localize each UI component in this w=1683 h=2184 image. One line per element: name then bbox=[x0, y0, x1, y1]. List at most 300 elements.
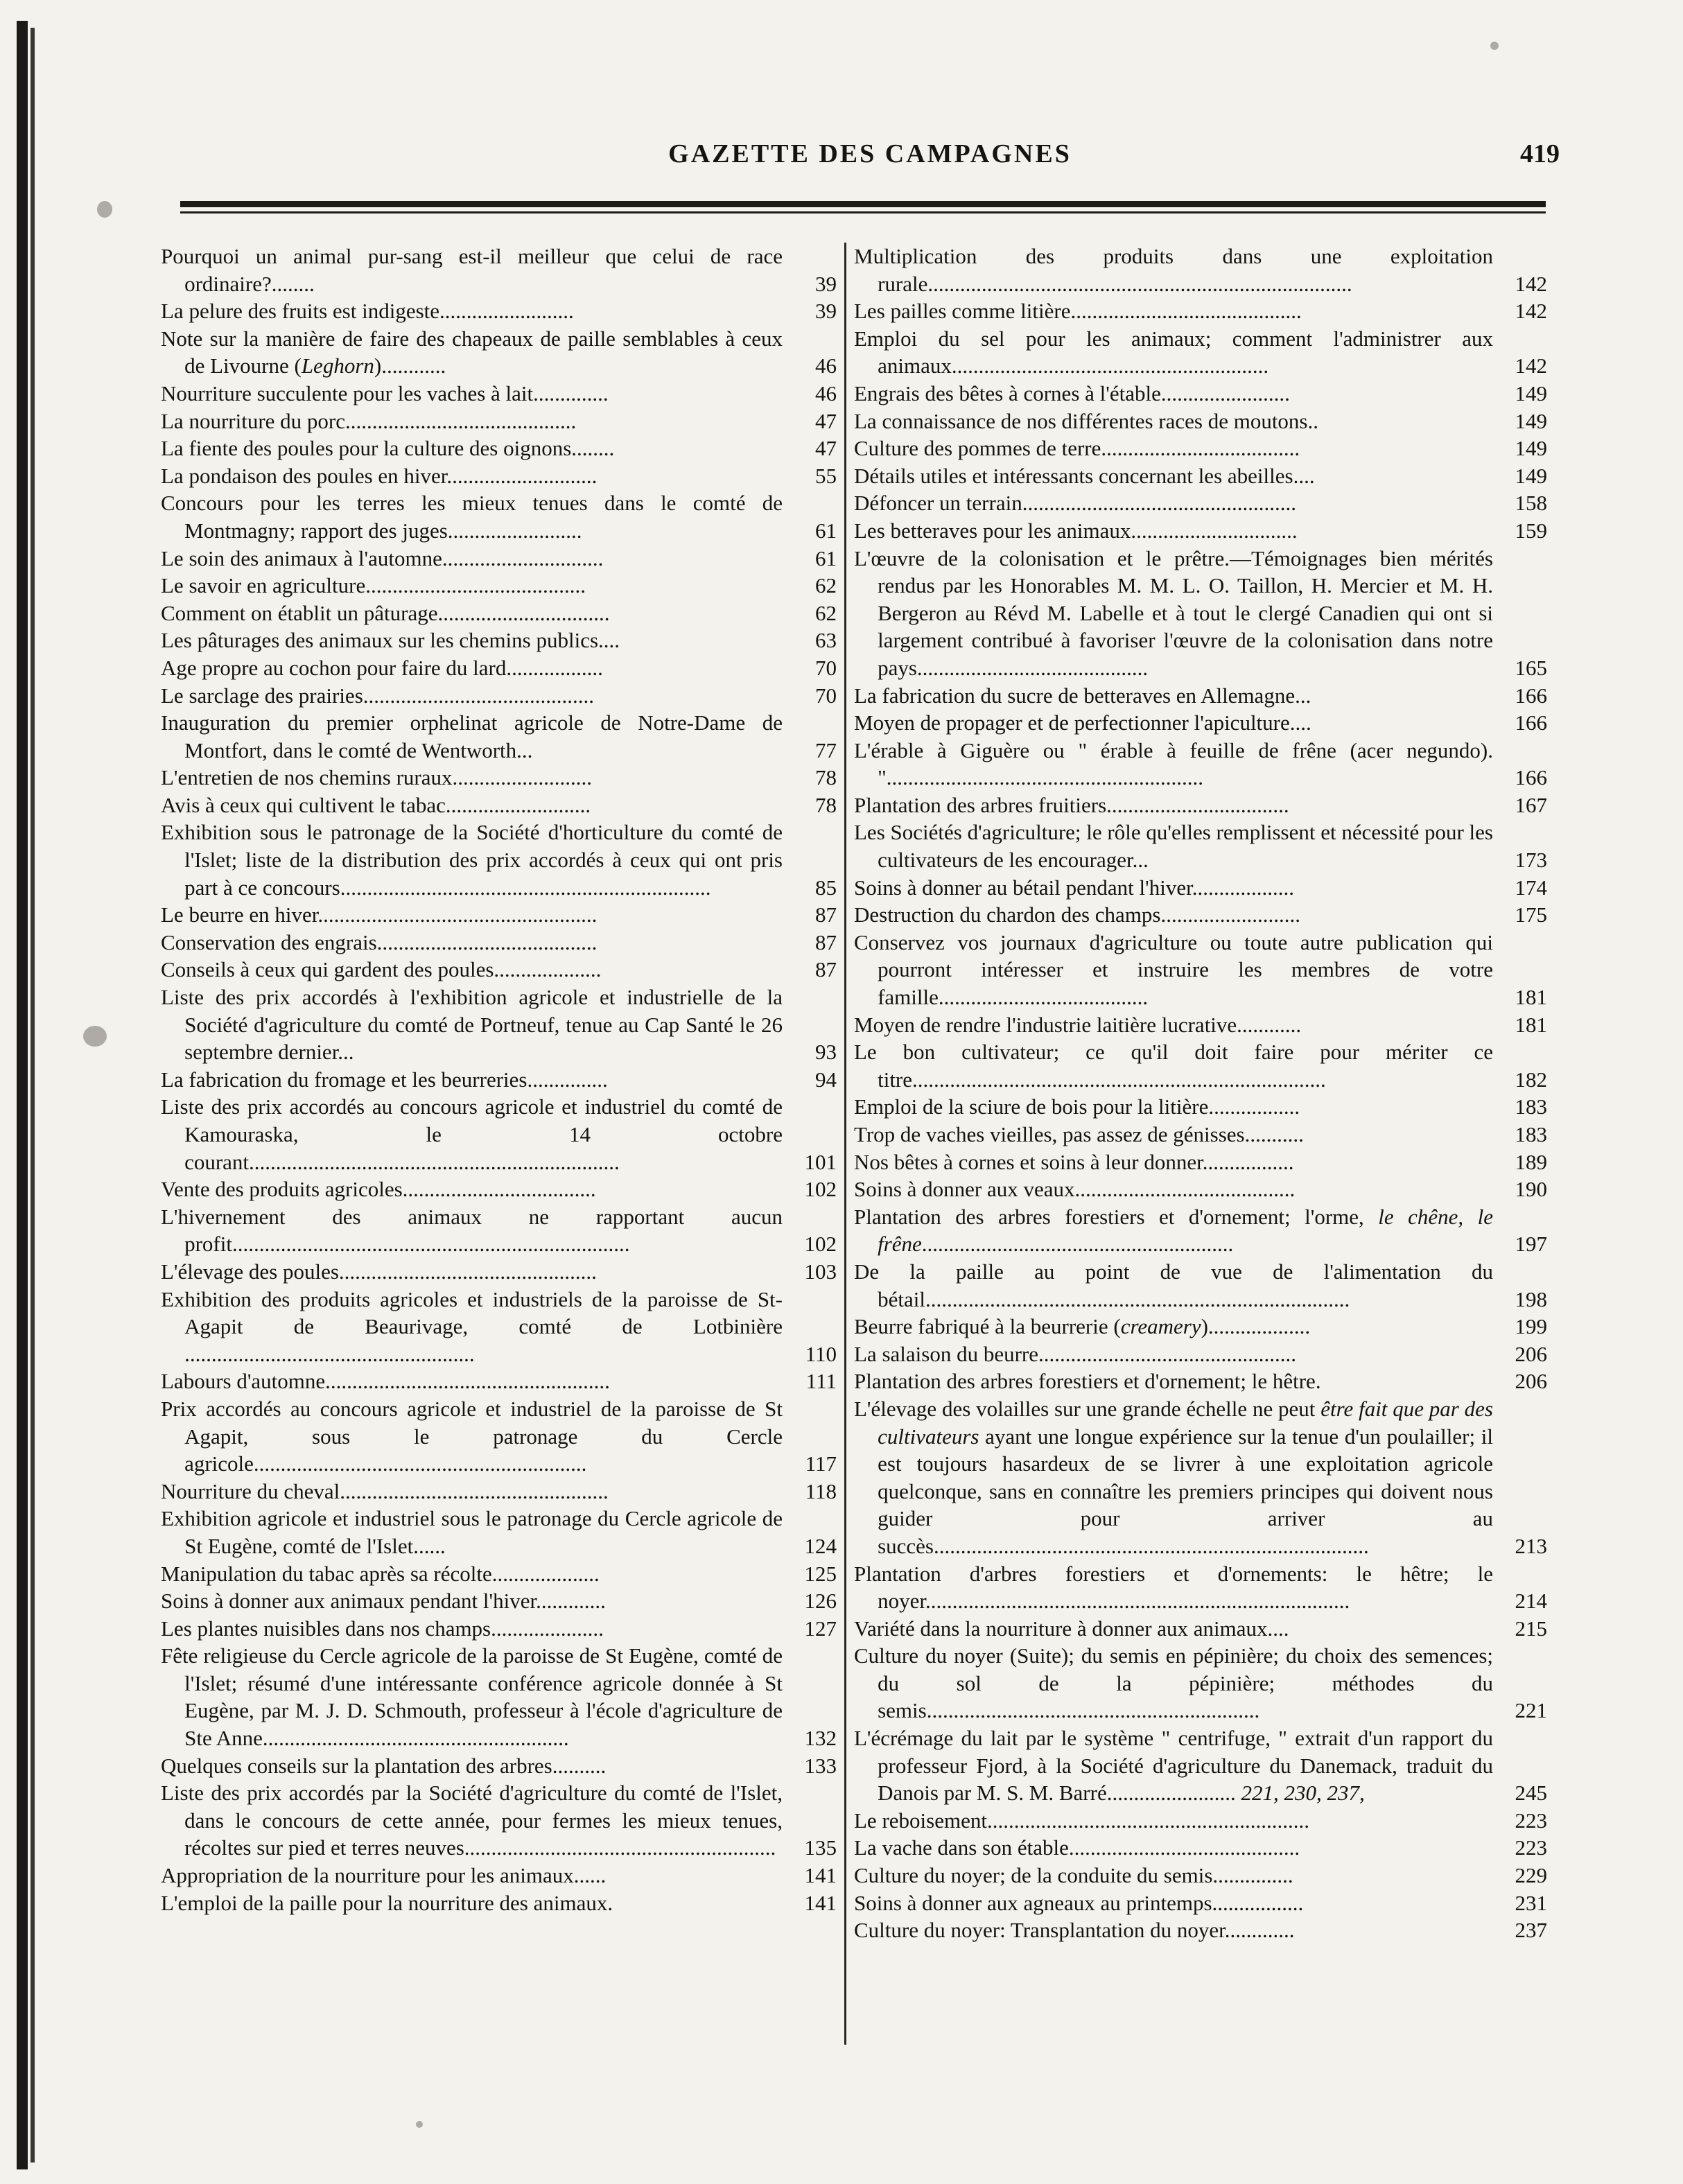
index-entry-page: 70 bbox=[815, 655, 837, 680]
index-entry-title bbox=[161, 627, 783, 654]
entry-title-text: Plantation des arbres forestiers et d'ornement; le hêtre. bbox=[854, 1369, 1321, 1394]
entry-title-italic: Leghorn bbox=[301, 353, 374, 378]
index-entry bbox=[161, 984, 837, 1066]
entry-title-text: Comment on établit un pâturage................................ bbox=[161, 600, 610, 625]
index-entry bbox=[161, 462, 837, 490]
ink-blot bbox=[416, 2121, 423, 2128]
entry-title-text: Le savoir en agriculture......................................... bbox=[161, 573, 586, 598]
index-entry-title bbox=[854, 1093, 1493, 1121]
ink-blot bbox=[97, 201, 112, 218]
entry-title-text: Liste des prix accordés au concours agricole et industriel du comté de Kamouraska, le 14 octobre courant..................................................................... bbox=[161, 1094, 783, 1174]
index-entry bbox=[161, 243, 837, 297]
index-entry bbox=[854, 545, 1547, 682]
index-entry-title bbox=[161, 1286, 783, 1368]
index-entry-page: 61 bbox=[815, 518, 837, 543]
index-entry-page: 149 bbox=[1515, 463, 1547, 488]
entry-title-text: Note sur la manière de faire des chapeaux de paille semblables à ceux de Livourne ( bbox=[161, 326, 783, 378]
index-entry-page: 183 bbox=[1515, 1094, 1547, 1119]
index-entry-page: 174 bbox=[1515, 875, 1547, 900]
entry-title-text: La fiente des poules pour la culture des oignons........ bbox=[161, 436, 615, 461]
index-entry-page: 102 bbox=[804, 1177, 837, 1202]
entry-title-text: Exhibition des produits agricoles et industriels de la paroisse de St-Agapit de Beaurivage, comté de Lotbinière ...................................................... bbox=[161, 1286, 783, 1366]
index-entry-title bbox=[161, 1368, 783, 1395]
index-entry-title bbox=[161, 1066, 783, 1094]
entry-title-text: Soins à donner aux agneaux au printemps................. bbox=[854, 1890, 1304, 1915]
index-entry-page: 77 bbox=[815, 737, 837, 762]
entry-title-text: Fête religieuse du Cercle agricole de la paroisse de St Eugène, comté de l'Islet; résumé d'une intéressante conférence agricole donnée à St Eugène, par M. J. D. Schmouth, professeur à l'école d'agriculture de Ste Anne......................................................... bbox=[161, 1643, 783, 1751]
entry-title-text: Inauguration du premier orphelinat agricole de Notre-Dame de Montfort, dans le comté de Wentworth... bbox=[161, 710, 783, 762]
index-entry-page: 117 bbox=[805, 1451, 837, 1476]
entry-title-text: Plantation d'arbres forestiers et d'ornements: le hêtre; le noyer............................................................................... bbox=[854, 1561, 1493, 1614]
entry-title-text: Engrais des bêtes à cornes à l'étable........................ bbox=[854, 381, 1290, 405]
index-entry bbox=[854, 1834, 1547, 1862]
index-entry-title bbox=[854, 1724, 1493, 1807]
index-entry-page: 94 bbox=[815, 1067, 837, 1092]
index-entry-page: 181 bbox=[1515, 1012, 1547, 1037]
index-entry bbox=[161, 956, 837, 984]
index-entry-title bbox=[161, 1587, 783, 1615]
entry-title-text: Emploi de la sciure de bois pour la litière................. bbox=[854, 1094, 1300, 1119]
entry-title-text: Soins à donner aux veaux......................................... bbox=[854, 1177, 1296, 1202]
index-entry bbox=[161, 819, 837, 901]
entry-title-text: L'entretien de nos chemins ruraux.......................... bbox=[161, 765, 592, 790]
index-entry-title bbox=[161, 1779, 783, 1862]
index-entry-title bbox=[161, 1395, 783, 1478]
page-binding-edge bbox=[17, 21, 28, 2169]
entry-title-text: Le beurre en hiver.................................................... bbox=[161, 902, 598, 927]
index-entry-title bbox=[854, 1395, 1493, 1560]
index-entry-title bbox=[854, 1340, 1493, 1368]
entry-title-italic: être fait que par des cultivateurs bbox=[878, 1396, 1493, 1449]
index-entry-title bbox=[161, 984, 783, 1066]
entry-title-text: Age propre au cochon pour faire du lard.................. bbox=[161, 655, 603, 680]
entry-title-text: Défoncer un terrain................................................... bbox=[854, 491, 1296, 516]
index-entry-title bbox=[854, 489, 1493, 517]
index-entry-title bbox=[161, 572, 783, 600]
entry-title-text: La salaison du beurre................................................ bbox=[854, 1341, 1296, 1366]
index-entry bbox=[161, 1862, 837, 1889]
index-entry bbox=[161, 545, 837, 573]
index-entry-page: 127 bbox=[804, 1616, 837, 1641]
entry-title-italic: creamery bbox=[1120, 1314, 1201, 1339]
index-entry bbox=[161, 1203, 837, 1258]
entry-title-text: Les betteraves pour les animaux............................... bbox=[854, 518, 1298, 543]
index-entry-page: 103 bbox=[804, 1259, 837, 1284]
index-entry-title bbox=[854, 1834, 1493, 1862]
index-entry bbox=[161, 1889, 837, 1917]
index-entry-page: 141 bbox=[804, 1890, 837, 1915]
entry-title-text: Destruction du chardon des champs.......................... bbox=[854, 902, 1300, 927]
entry-title-text: Appropriation de la nourriture pour les animaux...... bbox=[161, 1863, 607, 1888]
ink-blot bbox=[1490, 42, 1499, 50]
index-entry-title bbox=[854, 1615, 1493, 1643]
index-entry-title bbox=[854, 1313, 1493, 1340]
index-entry-title bbox=[161, 654, 783, 682]
index-entry-title bbox=[854, 380, 1493, 408]
entry-title-text: Prix accordés au concours agricole et industriel de la paroisse de St Agapit, sous le patronage du Cercle agricole.............................................................. bbox=[161, 1396, 783, 1476]
index-entry-title bbox=[854, 1011, 1493, 1039]
index-entry-page: 101 bbox=[804, 1149, 837, 1174]
index-entry-title bbox=[161, 380, 783, 408]
index-entry bbox=[854, 325, 1547, 380]
index-entry-title bbox=[854, 1560, 1493, 1615]
index-entry-title bbox=[854, 1176, 1493, 1203]
entry-title-text: Exhibition agricole et industriel sous le patronage du Cercle agricole de St Eugène, comté de l'Islet...... bbox=[161, 1506, 783, 1558]
entry-title-text: Liste des prix accordés à l'exhibition agricole et industrielle de la Société d'agriculture du comté de Portneuf, tenue au Cap Santé le 26 septembre dernier... bbox=[161, 985, 783, 1065]
index-entry bbox=[854, 1395, 1547, 1560]
entry-title-text: Le soin des animaux à l'automne.............................. bbox=[161, 545, 604, 570]
index-entry-title bbox=[854, 1807, 1493, 1835]
index-entry-title bbox=[854, 545, 1493, 682]
index-entry bbox=[161, 1615, 837, 1643]
index-entry bbox=[161, 489, 837, 544]
entry-title-text: Les Sociétés d'agriculture; le rôle qu'elles remplissent et nécessité pour les cultivateurs de les encourager... bbox=[854, 820, 1493, 873]
entry-title-text: Avis à ceux qui cultivent le tabac........................... bbox=[161, 792, 591, 817]
entry-title-text: Moyen de rendre l'industrie laitière lucrative............ bbox=[854, 1012, 1302, 1037]
index-entry-title bbox=[161, 408, 783, 435]
index-entry bbox=[161, 572, 837, 600]
index-entry-page: 166 bbox=[1515, 710, 1547, 735]
entry-title-text: L'érable à Giguère ou " érable à feuille de frêne (acer negundo). "........................................................... bbox=[854, 737, 1493, 790]
entry-title-text-after: .......................................................... bbox=[921, 1232, 1234, 1257]
entry-title-text: Nos bêtes à cornes et soins à leur donner................. bbox=[854, 1149, 1294, 1174]
index-entry bbox=[854, 1011, 1547, 1039]
index-entry-title bbox=[161, 243, 783, 297]
index-entry-title bbox=[161, 1505, 783, 1560]
index-entry bbox=[854, 1340, 1547, 1368]
index-entry bbox=[161, 1779, 837, 1862]
index-entry-title bbox=[854, 517, 1493, 545]
index-entry-page: 133 bbox=[804, 1753, 837, 1778]
index-entry bbox=[161, 325, 837, 380]
index-entry-page: 149 bbox=[1515, 381, 1547, 405]
entry-title-text: Pourquoi un animal pur-sang est-il meilleur que celui de race ordinaire?........ bbox=[161, 244, 783, 296]
index-entry-page: 213 bbox=[1515, 1533, 1547, 1558]
index-entry-page: 167 bbox=[1515, 792, 1547, 817]
index-entry-title bbox=[161, 489, 783, 544]
index-entry-title bbox=[161, 1258, 783, 1286]
index-entry bbox=[854, 874, 1547, 902]
index-entry-page: 173 bbox=[1515, 848, 1547, 873]
entry-title-text: Les pâturages des animaux sur les chemins publics.... bbox=[161, 628, 620, 653]
index-entry-page: 206 bbox=[1515, 1369, 1547, 1394]
entry-title-text: L'écrémage du lait par le système " centrifuge, " extrait d'un rapport du professeur Fjord, à la Société d'agriculture du Danemack, traduit du Danois par M. S. M. Barré........................ bbox=[854, 1726, 1493, 1806]
index-entry-title bbox=[161, 1176, 783, 1203]
index-entry-page: 223 bbox=[1515, 1835, 1547, 1860]
entry-title-text: Conservez vos journaux d'agriculture ou toute autre publication qui pourront intéresser et instruire les membres de votre famille....................................... bbox=[854, 929, 1493, 1010]
entry-title-text: Liste des prix accordés par la Société d'agriculture du comté de l'Islet, dans le concours de cette année, pour fermes les mieux tenues, récoltes sur pied et terres neuves.......................................................... bbox=[161, 1781, 783, 1860]
index-entry-title bbox=[161, 901, 783, 929]
index-entry-page: 111 bbox=[805, 1369, 837, 1394]
index-entry-title bbox=[161, 764, 783, 792]
index-entry-title bbox=[854, 1203, 1493, 1258]
index-entry-title bbox=[854, 874, 1493, 902]
entry-title-text: Plantation des arbres forestiers et d'ornement; l'orme, bbox=[854, 1204, 1379, 1229]
entry-title-text: Culture du noyer: Transplantation du noyer............. bbox=[854, 1918, 1295, 1943]
entry-title-text: La fabrication du sucre de betteraves en Allemagne... bbox=[854, 683, 1311, 708]
index-entry-page: 39 bbox=[815, 299, 837, 324]
index-entry bbox=[854, 1724, 1547, 1807]
index-entry-title bbox=[854, 901, 1493, 929]
entry-title-text: La connaissance de nos différentes races de moutons.. bbox=[854, 408, 1318, 433]
index-entry bbox=[854, 1148, 1547, 1176]
index-entry bbox=[854, 792, 1547, 819]
entry-title-text: La nourriture du porc........................................... bbox=[161, 408, 577, 433]
entry-title-text: Nourriture succulente pour les vaches à lait.............. bbox=[161, 381, 609, 405]
index-entry bbox=[161, 1505, 837, 1560]
entry-title-text: Conservation des engrais......................................... bbox=[161, 929, 598, 954]
entry-title-text: Le reboisement............................................................ bbox=[854, 1808, 1309, 1833]
index-entry-page: 231 bbox=[1515, 1890, 1547, 1915]
index-entry bbox=[854, 380, 1547, 408]
index-entry-title bbox=[161, 1560, 783, 1588]
index-entry-title bbox=[161, 600, 783, 627]
index-entry-title bbox=[161, 435, 783, 462]
entry-title-text: L'hivernement des animaux ne rapportant aucun profit.......................................................................... bbox=[161, 1204, 783, 1257]
index-entry-page: 62 bbox=[815, 600, 837, 625]
entry-title-text: Labours d'automne..................................................... bbox=[161, 1369, 610, 1394]
entry-title-text: L'élevage des poules................................................ bbox=[161, 1259, 597, 1284]
index-entry bbox=[854, 462, 1547, 490]
index-entry-page: 198 bbox=[1515, 1286, 1547, 1311]
index-entry-title bbox=[161, 709, 783, 764]
entry-title-text: La pondaison des poules en hiver............................ bbox=[161, 463, 598, 488]
entry-title-text: De la paille au point de vue de l'alimentation du bétail............................................................................... bbox=[854, 1259, 1493, 1311]
index-entry bbox=[161, 764, 837, 792]
index-entry-page: 229 bbox=[1515, 1863, 1547, 1888]
index-entry-page: 189 bbox=[1515, 1149, 1547, 1174]
entry-title-text: Les plantes nuisibles dans nos champs..................... bbox=[161, 1616, 604, 1641]
index-entry-page: 149 bbox=[1515, 436, 1547, 461]
index-entry-page: 78 bbox=[815, 765, 837, 790]
index-entry-page: 215 bbox=[1515, 1616, 1547, 1641]
entry-title-text: Le sarclage des prairies........................................... bbox=[161, 683, 595, 708]
index-entry-title bbox=[854, 1642, 1493, 1724]
ink-blot bbox=[83, 1026, 107, 1047]
page-binding-shadow bbox=[30, 28, 35, 2163]
index-entry-page: 181 bbox=[1515, 985, 1547, 1010]
index-entry bbox=[854, 737, 1547, 792]
index-entry-title bbox=[161, 1752, 783, 1780]
index-entry bbox=[854, 489, 1547, 517]
entry-title-text-after: ayant une longue expérience sur la tenue d'un poulailler; il est toujours hasardeux de se livrer à une exploitation agricole quelconque, sans en connaître les premiers principes qui doivent nous guider pour arriver au succès................................................................................. bbox=[878, 1424, 1493, 1558]
header-rule bbox=[180, 201, 1546, 207]
page-header bbox=[180, 139, 1560, 180]
index-entry-title bbox=[854, 1368, 1493, 1395]
index-entry-title bbox=[854, 819, 1493, 873]
index-entry-title bbox=[854, 929, 1493, 1011]
index-entry-title bbox=[854, 1862, 1493, 1889]
entry-title-text: L'emploi de la paille pour la nourriture des animaux. bbox=[161, 1890, 613, 1915]
index-entry-page: 61 bbox=[815, 545, 837, 570]
entry-title-text: Quelques conseils sur la plantation des arbres.......... bbox=[161, 1753, 607, 1778]
index-entry bbox=[854, 682, 1547, 710]
index-entry bbox=[854, 1203, 1547, 1258]
entry-title-text: Culture du noyer (Suite); du semis en pépinière; du choix des semences; du sol de la pépinière; méthodes du semis.............................................................. bbox=[854, 1643, 1493, 1723]
index-entry-page: 87 bbox=[815, 957, 837, 982]
index-entry-page: 46 bbox=[815, 353, 837, 378]
index-entry bbox=[161, 1176, 837, 1203]
index-entry-title bbox=[854, 1121, 1493, 1148]
index-entry-title bbox=[161, 545, 783, 573]
index-entry bbox=[161, 1368, 837, 1395]
index-entry bbox=[854, 1176, 1547, 1203]
index-entry-page: 46 bbox=[815, 381, 837, 405]
index-entry-title bbox=[854, 462, 1493, 490]
index-entry-page: 165 bbox=[1515, 655, 1547, 680]
index-entry-page: 39 bbox=[815, 271, 837, 296]
index-entry-page: 55 bbox=[815, 463, 837, 488]
index-entry-title bbox=[854, 1148, 1493, 1176]
index-entry bbox=[161, 654, 837, 682]
index-entry-page: 132 bbox=[804, 1726, 837, 1751]
index-entry-page: 118 bbox=[805, 1478, 837, 1503]
index-entry bbox=[161, 1587, 837, 1615]
entry-title-text: Culture des pommes de terre..................................... bbox=[854, 436, 1300, 461]
entry-title-text: Concours pour les terres les mieux tenues dans le comté de Montmagny; rapport des juges......................... bbox=[161, 491, 783, 543]
index-entry-title bbox=[854, 325, 1493, 380]
index-entry-page: 85 bbox=[815, 875, 837, 900]
entry-title-text: L'œuvre de la colonisation et le prêtre.—Témoignages bien mérités rendus par les Honorables M. M. L. O. Taillon, H. Mercier et M. H. Bergeron au Révd M. Labelle et à tout le clergé Canadien qui ont si largement contribué à favoriser l'œuvre de la colonisation dans notre pays........................................... bbox=[854, 545, 1493, 680]
index-entry-title bbox=[161, 1093, 783, 1176]
index-entry-page: 182 bbox=[1515, 1067, 1547, 1092]
index-entry-title bbox=[854, 435, 1493, 462]
entry-title-text: Emploi du sel pour les animaux; comment l'administrer aux animaux........................................................... bbox=[854, 326, 1493, 378]
index-entry-page: 70 bbox=[815, 683, 837, 708]
publication-title: GAZETTE DES CAMPAGNES bbox=[668, 139, 1072, 168]
entry-title-text: Moyen de propager et de perfectionner l'apiculture.... bbox=[854, 710, 1311, 735]
index-entry bbox=[161, 1752, 837, 1780]
entry-title-text: Culture du noyer; de la conduite du semis............... bbox=[854, 1863, 1293, 1888]
index-entry-page: 87 bbox=[815, 902, 837, 927]
index-entry-title bbox=[161, 819, 783, 901]
index-entry bbox=[161, 709, 837, 764]
index-entry-page: 166 bbox=[1515, 683, 1547, 708]
index-entry-page: 149 bbox=[1515, 408, 1547, 433]
page-number: 419 bbox=[1520, 139, 1560, 168]
index-entry-title bbox=[161, 956, 783, 984]
index-entry-title bbox=[854, 682, 1493, 710]
index-entry-page: 142 bbox=[1515, 353, 1547, 378]
index-entry-page: 199 bbox=[1515, 1314, 1547, 1339]
index-entry-title bbox=[854, 1916, 1493, 1944]
index-entry bbox=[854, 1889, 1547, 1917]
index-entry bbox=[854, 517, 1547, 545]
index-entry-page: 183 bbox=[1515, 1122, 1547, 1146]
entry-title-text: Détails utiles et intéressants concernant les abeilles.... bbox=[854, 463, 1315, 488]
index-entry bbox=[161, 408, 837, 435]
index-entry-page: 47 bbox=[815, 436, 837, 461]
index-entry-page: 166 bbox=[1515, 765, 1547, 790]
index-entry-title bbox=[854, 243, 1493, 297]
index-entry-page: 206 bbox=[1515, 1341, 1547, 1366]
index-entry bbox=[161, 380, 837, 408]
index-entry-page: 124 bbox=[804, 1533, 837, 1558]
index-entry-title bbox=[161, 1889, 783, 1917]
index-entry bbox=[161, 1560, 837, 1588]
index-entry-title bbox=[854, 709, 1493, 737]
index-entry-title bbox=[161, 297, 783, 325]
index-entry bbox=[161, 901, 837, 929]
index-column-right bbox=[854, 243, 1547, 1944]
index-entry bbox=[854, 1807, 1547, 1835]
index-entry-page: 214 bbox=[1515, 1589, 1547, 1614]
index-entry bbox=[161, 627, 837, 654]
entry-title-text: L'élevage des volailles sur une grande échelle ne peut bbox=[854, 1396, 1321, 1421]
index-entry-page: 141 bbox=[804, 1863, 837, 1888]
index-entry-page: 78 bbox=[815, 792, 837, 817]
index-entry-page: 175 bbox=[1515, 902, 1547, 927]
entry-title-text: La vache dans son étable........................................... bbox=[854, 1835, 1300, 1860]
entry-title-text: La fabrication du fromage et les beurreries............... bbox=[161, 1067, 608, 1092]
index-entry bbox=[854, 1642, 1547, 1724]
entry-title-text-after: )............ bbox=[374, 353, 446, 378]
index-entry bbox=[854, 1258, 1547, 1313]
index-entry bbox=[854, 1093, 1547, 1121]
index-entry-page: 237 bbox=[1515, 1918, 1547, 1943]
index-entry bbox=[161, 929, 837, 956]
entry-title-italic: le chêne, le frêne bbox=[878, 1204, 1493, 1257]
index-entry-page: 110 bbox=[805, 1341, 837, 1366]
index-entry-page: 197 bbox=[1515, 1232, 1547, 1257]
entry-title-text: Beurre fabriqué à la beurrerie ( bbox=[854, 1314, 1121, 1339]
index-entry bbox=[854, 901, 1547, 929]
index-entry bbox=[161, 1478, 837, 1505]
index-entry-title bbox=[854, 408, 1493, 435]
entry-title-text: Conseils à ceux qui gardent des poules.................... bbox=[161, 957, 602, 982]
index-entry-title bbox=[161, 682, 783, 710]
index-entry-page: 158 bbox=[1515, 491, 1547, 516]
index-entry bbox=[854, 243, 1547, 297]
entry-title-text: Le bon cultivateur; ce qu'il doit faire pour mériter ce titre............................................................................. bbox=[854, 1040, 1493, 1092]
index-entry-page: 190 bbox=[1515, 1177, 1547, 1202]
index-entry bbox=[161, 1066, 837, 1094]
index-entry bbox=[854, 1313, 1547, 1340]
index-entry-page: 142 bbox=[1515, 299, 1547, 324]
entry-title-text: Nourriture du cheval.................................................. bbox=[161, 1478, 609, 1503]
entry-title-text: Plantation des arbres fruitiers.................................. bbox=[854, 792, 1289, 817]
index-entry bbox=[161, 1395, 837, 1478]
entry-title-text: Exhibition sous le patronage de la Société d'horticulture du comté de l'Islet; liste de la distribution des prix accordés à ceux qui ont pris part à ce concours..................................................................... bbox=[161, 820, 783, 900]
index-entry bbox=[161, 682, 837, 710]
index-entry bbox=[161, 1286, 837, 1368]
index-entry-title bbox=[854, 792, 1493, 819]
index-entry bbox=[854, 709, 1547, 737]
index-entry-title bbox=[854, 737, 1493, 792]
entry-title-text: La pelure des fruits est indigeste......................... bbox=[161, 299, 574, 324]
index-entry-page: 142 bbox=[1515, 271, 1547, 296]
index-entry-page: 87 bbox=[815, 929, 837, 954]
index-entry-title bbox=[161, 792, 783, 819]
entry-title-text: Les pailles comme litière........................................... bbox=[854, 299, 1302, 324]
index-entry-title bbox=[161, 1862, 783, 1889]
index-entry bbox=[854, 1560, 1547, 1615]
index-entry bbox=[161, 792, 837, 819]
index-entry bbox=[854, 1615, 1547, 1643]
index-entry bbox=[854, 1916, 1547, 1944]
index-entry bbox=[854, 819, 1547, 873]
index-entry bbox=[854, 1368, 1547, 1395]
index-entry bbox=[161, 1258, 837, 1286]
index-entry-title bbox=[161, 929, 783, 956]
index-entry-page: 47 bbox=[815, 408, 837, 433]
index-entry bbox=[161, 600, 837, 627]
index-entry-page: 62 bbox=[815, 573, 837, 598]
entry-title-text: Soins à donner aux animaux pendant l'hiver............. bbox=[161, 1589, 606, 1614]
index-entry bbox=[854, 1038, 1547, 1093]
entry-title-text: Variété dans la nourriture à donner aux animaux.... bbox=[854, 1616, 1289, 1641]
header-rule-thin bbox=[180, 211, 1546, 213]
